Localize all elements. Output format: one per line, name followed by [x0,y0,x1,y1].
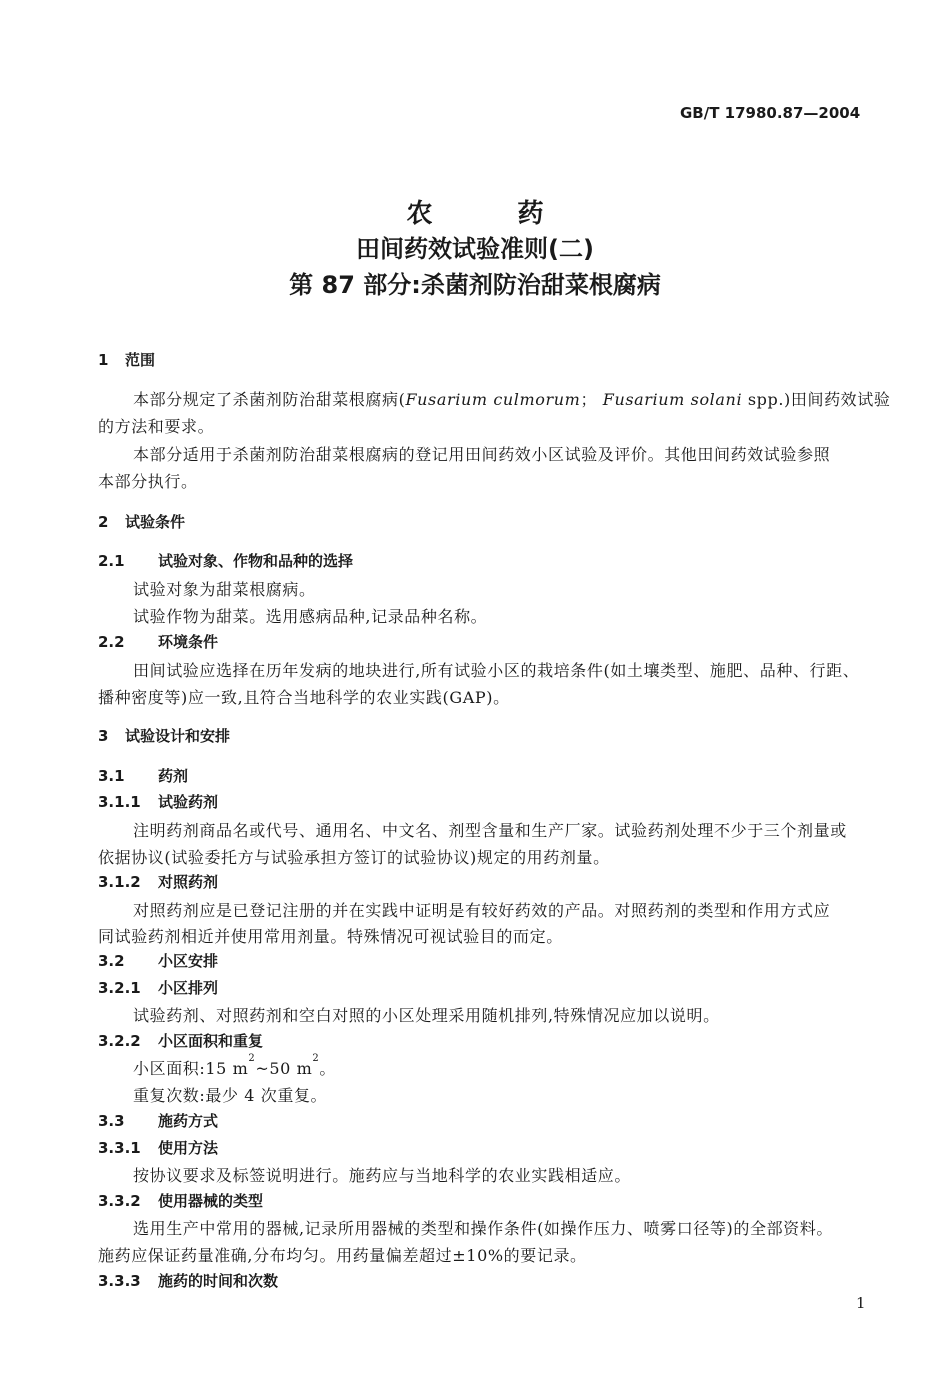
species-name-2: Fusarium solani [602,390,743,409]
section-3-3-3-heading: 3.3.3 施药的时间和次数 [98,1272,279,1290]
section-2-2-heading: 2.2 环境条件 [98,633,219,651]
section-3-2-2-heading: 3.2.2 小区面积和重复 [98,1032,264,1050]
section-2-2-paragraph-line-2: 播种密度等)应一致,且符合当地科学的农业实践(GAP)。 [98,688,510,707]
section-3-2-1-heading: 3.2.1 小区排列 [98,979,219,997]
section-1-paragraph-1-line-2: 的方法和要求。 [98,417,215,436]
species-name-1: Fusarium culmorum [405,390,581,409]
section-1-paragraph-2-line-2: 本部分执行。 [98,472,198,491]
section-1-heading: 1 范围 [98,351,156,369]
section-3-2-2-plot-area: 小区面积:15 $m^2\sim 50$ $m^2$。 [133,1053,336,1078]
title-line-3: 第 87 部分:杀菌剂防治甜菜根腐病 [289,271,661,299]
section-3-1-2-heading: 3.1.2 对照药剂 [98,873,219,891]
section-2-1-paragraph-2: 试验作物为甜菜。选用感病品种,记录品种名称。 [133,607,488,626]
title-line-2: 田间药效试验准则(二) [356,235,594,263]
title-line-1: 农 药 [406,199,582,229]
section-2-1-heading: 2.1 试验对象、作物和品种的选择 [98,552,354,570]
section-3-2-2-replicates: 重复次数:最少 4 次重复。 [133,1086,328,1105]
section-2-1-paragraph-1: 试验对象为甜菜根腐病。 [133,580,316,599]
section-3-3-heading: 3.3 施药方式 [98,1112,219,1130]
section-3-1-1-paragraph-line-1: 注明药剂商品名或代号、通用名、中文名、剂型含量和生产厂家。试验药剂处理不少于三个剂量或 [133,821,847,840]
section-3-1-heading: 3.1 药剂 [98,767,189,785]
section-3-1-2-paragraph-line-2: 同试验药剂相近并使用常用剂量。特殊情况可视试验目的而定。 [98,927,563,946]
section-3-1-1-heading: 3.1.1 试验药剂 [98,793,219,811]
section-3-heading: 3 试验设计和安排 [98,727,231,745]
section-3-2-1-paragraph: 试验药剂、对照药剂和空白对照的小区处理采用随机排列,特殊情况应加以说明。 [133,1006,720,1025]
section-2-heading: 2 试验条件 [98,513,186,531]
section-3-1-1-paragraph-line-2: 依据协议(试验委托方与试验承担方签订的试验协议)规定的用药剂量。 [98,848,610,867]
section-3-3-1-paragraph: 按协议要求及标签说明进行。施药应与当地科学的农业实践相适应。 [133,1166,632,1185]
section-3-3-1-heading: 3.3.1 使用方法 [98,1139,219,1157]
section-3-3-2-paragraph-line-2: 施药应保证药量准确,分布均匀。用药量偏差超过±10%的要记录。 [98,1246,587,1265]
standard-number: GB/T 17980.87—2004 [680,104,861,122]
section-3-1-2-paragraph-line-1: 对照药剂应是已登记注册的并在实践中证明是有较好药效的产品。对照药剂的类型和作用方式应 [133,901,831,920]
section-3-3-2-paragraph-line-1: 选用生产中常用的器械,记录所用器械的类型和操作条件(如操作压力、喷雾口径等)的全部资料。 [133,1219,833,1238]
page-number: 1 [856,1294,866,1312]
section-2-2-paragraph-line-1: 田间试验应选择在历年发病的地块进行,所有试验小区的栽培条件(如土壤类型、施肥、品种、行距、 [133,661,860,680]
section-3-3-2-heading: 3.3.2 使用器械的类型 [98,1192,264,1210]
section-1-paragraph-1-line-1: 本部分规定了杀菌剂防治甜菜根腐病(Fusarium culmorum； Fusarium solani spp.)田间药效试验 [133,390,891,409]
section-3-2-heading: 3.2 小区安排 [98,952,219,970]
section-1-paragraph-2-line-1: 本部分适用于杀菌剂防治甜菜根腐病的登记用田间药效小区试验及评价。其他田间药效试验参照 [133,445,831,464]
